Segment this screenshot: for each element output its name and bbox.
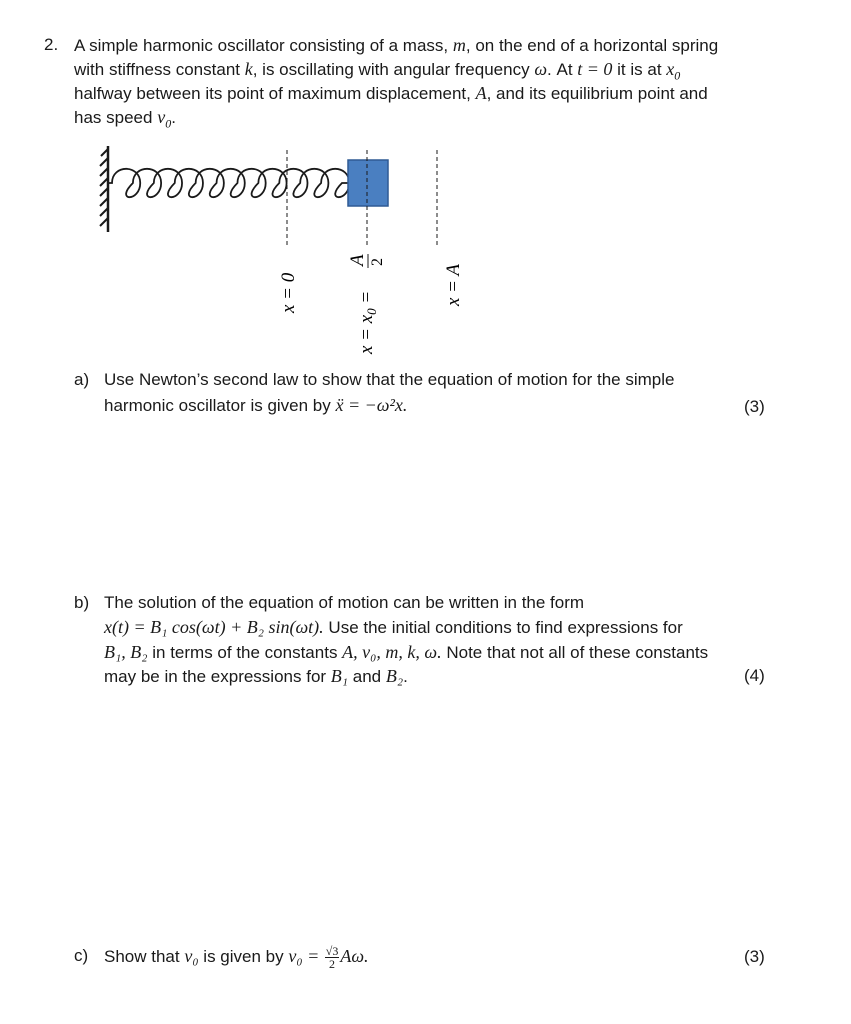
question-number: 2. [44, 35, 59, 54]
part-b-line-2 [104, 615, 683, 640]
intro-text: halfway between its point of maximum displacement, [74, 84, 476, 103]
part-b-line-4 [104, 664, 408, 689]
math-m: m [452, 35, 466, 55]
math-A: A [475, 83, 487, 103]
wall [100, 146, 108, 232]
fraction-numerator: √3 [325, 944, 339, 959]
label-x-equals-0: x = 0 [278, 272, 299, 313]
spring [108, 169, 349, 197]
part-b-text: and [348, 667, 386, 686]
math-v0: v₀ [184, 946, 199, 966]
solution-equation: x(t) = B₁ cos(ωt) + B₂ sin(ωt). [104, 617, 324, 637]
part-b-text: Note that not all of these constants [441, 643, 709, 662]
math-k: k [244, 59, 253, 79]
part-b-text: Use the initial conditions to find expressions for [323, 618, 683, 637]
part-a-line-1: Use Newton’s second law to show that the equation of motion for the simple [104, 370, 675, 389]
intro-text: , is oscillating with angular frequency [252, 60, 535, 79]
math-v0-equals: v₀ = [288, 946, 324, 966]
part-b-label: b) [74, 593, 90, 612]
math-b1: B₁ [330, 666, 349, 686]
part-b-text: . [403, 667, 408, 686]
part-a-line-2 [104, 393, 407, 418]
part-c-label: c) [74, 946, 89, 965]
math-sub: 0 [674, 68, 681, 83]
equation-of-motion: ẍ = −ω²x. [335, 395, 408, 415]
part-b-text: in terms of the constants [147, 643, 343, 662]
intro-text: with stiffness constant [74, 60, 245, 79]
intro-text: has speed [74, 108, 158, 127]
label-frac-num: A [347, 254, 368, 266]
math-b2: B₂ [385, 666, 404, 686]
mass-block [348, 160, 388, 206]
math-x: x [666, 59, 675, 79]
part-b-line-3 [104, 640, 708, 665]
part-c-text: is given by [198, 947, 289, 966]
part-b-line-1: The solution of the equation of motion can be written in the form [104, 593, 585, 612]
intro-text: , and its equilibrium point and [486, 84, 708, 103]
intro-text: A simple harmonic oscillator consisting of a mass, [74, 36, 453, 55]
intro-text: . At [547, 60, 578, 79]
part-c-marks: (3) [744, 947, 765, 966]
part-c-text: Show that [104, 947, 185, 966]
intro-text: it is at [612, 60, 667, 79]
intro-text: . [171, 108, 176, 127]
math-v: v [157, 107, 166, 127]
part-b-marks: (4) [744, 666, 765, 685]
label-subscript: 0 [364, 308, 379, 315]
part-c-line [104, 944, 369, 970]
part-a-marks: (3) [744, 397, 765, 416]
math-sub: 0 [165, 116, 172, 131]
label-frac-den: 2 [369, 258, 386, 266]
math-t-zero: t = 0 [577, 59, 613, 79]
part-a-text: harmonic oscillator is given by [104, 396, 336, 415]
math-b1-b2: B₁, B₂ [104, 642, 148, 662]
label-x-equals-x0-half [347, 254, 386, 355]
label-part: x = x [356, 314, 377, 354]
label-x-equals-A: x = A [443, 263, 464, 306]
svg-text:x = x0 = [356, 291, 379, 355]
part-b-text: may be in the expressions for [104, 667, 331, 686]
math-omega: ω [534, 59, 548, 79]
fraction-sqrt3-over-2 [325, 945, 340, 970]
intro-text: , on the end of a horizontal spring [465, 36, 719, 55]
math-a-omega: Aω. [340, 946, 369, 966]
spring-mass-diagram [0, 0, 851, 380]
part-a-label: a) [74, 370, 90, 389]
label-part: = [356, 290, 377, 309]
fraction-denominator: 2 [329, 957, 336, 972]
math-constants: A, v₀, m, k, ω. [342, 642, 442, 662]
